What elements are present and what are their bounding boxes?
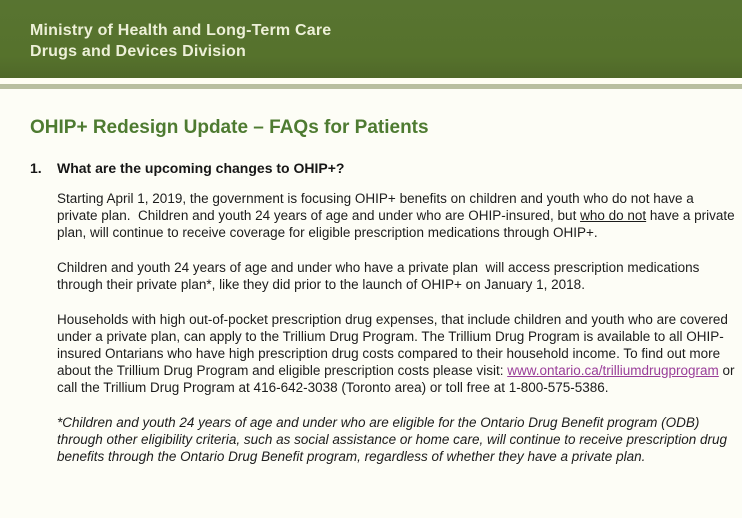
text-segment: Children and youth 24 years of age and under who have a private plan will access prescription medications through their private plan*, like they did prior to the launch of OHIP+ on January 1, 2018. bbox=[57, 260, 700, 292]
answer-paragraphs bbox=[57, 190, 738, 465]
answer-paragraph bbox=[57, 259, 738, 293]
banner-separator-stripe bbox=[0, 84, 742, 89]
text-segment: *Children and youth 24 years of age and under who are eligible for the Ontario Drug Benefit program (ODB) through other eligibility criteria, such as social assistance or home care, will continue to receive prescription drug benefits through the Ontario Drug Benefit program, regardless of whether they have a private plan. bbox=[57, 415, 728, 464]
text-segment: Starting April 1, 2019, the government is focusing OHIP+ benefits on children and youth who do not have a private plan. Children and youth 24 years of age and under who are OHIP-insured, but bbox=[57, 191, 694, 223]
trillium-drug-program-link[interactable]: www.ontario.ca/trilliumdrugprogram bbox=[507, 363, 719, 378]
answer-paragraph bbox=[57, 311, 738, 396]
page-title: OHIP+ Redesign Update – FAQs for Patients bbox=[30, 117, 429, 138]
division-name: Drugs and Devices Division bbox=[30, 43, 246, 60]
ministry-banner bbox=[0, 0, 742, 78]
question-number: 1. bbox=[30, 160, 42, 176]
footnote-paragraph bbox=[57, 414, 738, 465]
answer-paragraph bbox=[57, 190, 738, 241]
faq-question-1 bbox=[30, 160, 742, 176]
text-segment: or call the Trillium Drug Program at 416-642-3038 (Toronto area) or toll free at 1-800-575-5386. bbox=[57, 363, 735, 395]
ministry-name: Ministry of Health and Long-Term Care bbox=[30, 22, 332, 39]
underlined-phrase: who do not bbox=[580, 208, 647, 223]
text-segment: Households with high out-of-pocket prescription drug expenses, that include children and youth who are covered under a private plan, can apply to the Trillium Drug Program. The Trillium Drug Program is available to all OHIP-insured Ontarians who have high prescription drug costs compared to their household income. To find out more about the Trillium Drug Program and eligible prescription costs please visit: bbox=[57, 312, 728, 378]
text-segment: have a private plan, will continue to receive coverage for eligible prescription medications through OHIP+. bbox=[57, 208, 735, 240]
document-content bbox=[0, 116, 742, 465]
question-text: What are the upcoming changes to OHIP+? bbox=[57, 160, 345, 176]
